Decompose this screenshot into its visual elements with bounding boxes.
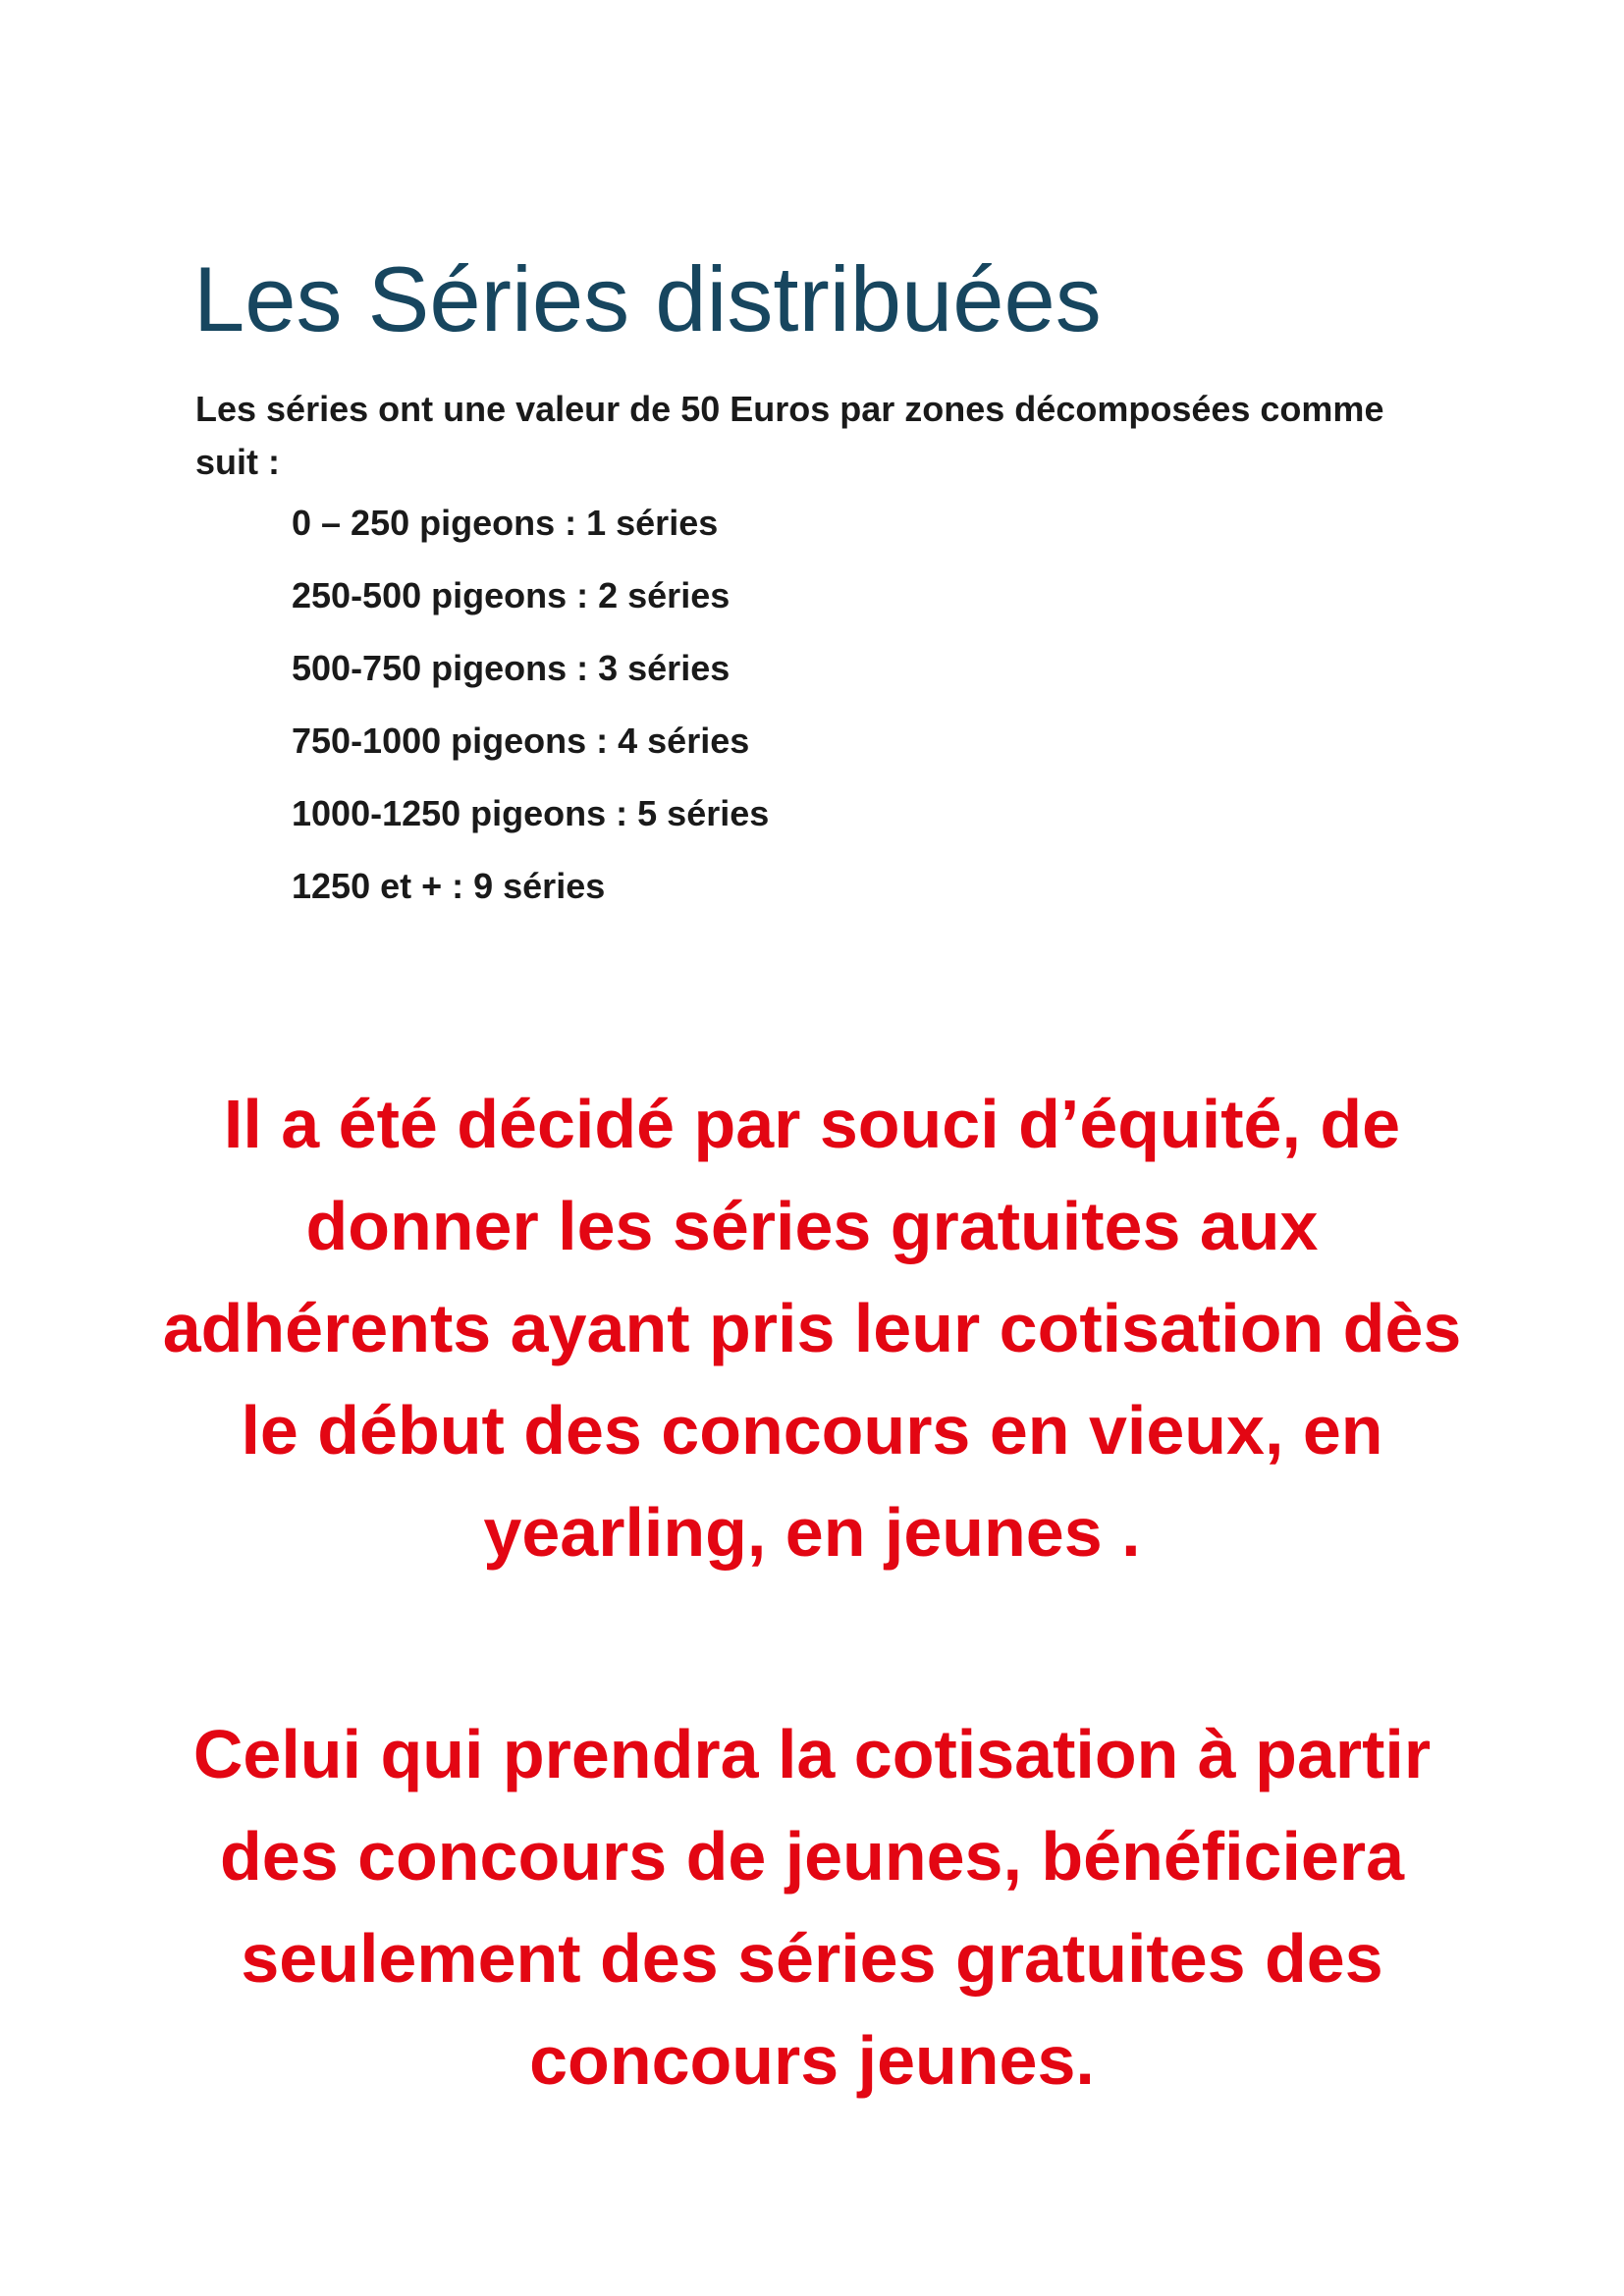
zone-item: 1250 et + : 9 séries bbox=[292, 866, 606, 906]
zone-item: 250-500 pigeons : 2 séries bbox=[292, 575, 731, 615]
zones-list bbox=[292, 503, 769, 938]
intro-paragraph: Les séries ont une valeur de 50 Euros par zones décomposées comme suit : bbox=[195, 389, 1384, 482]
notice-young-contest-paragraph: Celui qui prendra la cotisation à partir des concours de jeunes, bénéficiera seulement des séries gratuites des concours jeunes. bbox=[192, 1716, 1432, 2099]
zone-item: 1000-1250 pigeons : 5 séries bbox=[292, 793, 770, 833]
zone-item: 500-750 pigeons : 3 séries bbox=[292, 648, 731, 688]
notice-equity-paragraph: Il a été décidé par souci d’équité, de donner les séries gratuites aux adhérents ayant pris leur cotisation dès le début des concours en vieux, en yearling, en jeunes . bbox=[162, 1086, 1462, 1571]
page-title: Les Séries distribuées bbox=[193, 247, 1102, 350]
zone-item: 0 – 250 pigeons : 1 séries bbox=[292, 503, 719, 543]
zone-item: 750-1000 pigeons : 4 séries bbox=[292, 721, 750, 761]
